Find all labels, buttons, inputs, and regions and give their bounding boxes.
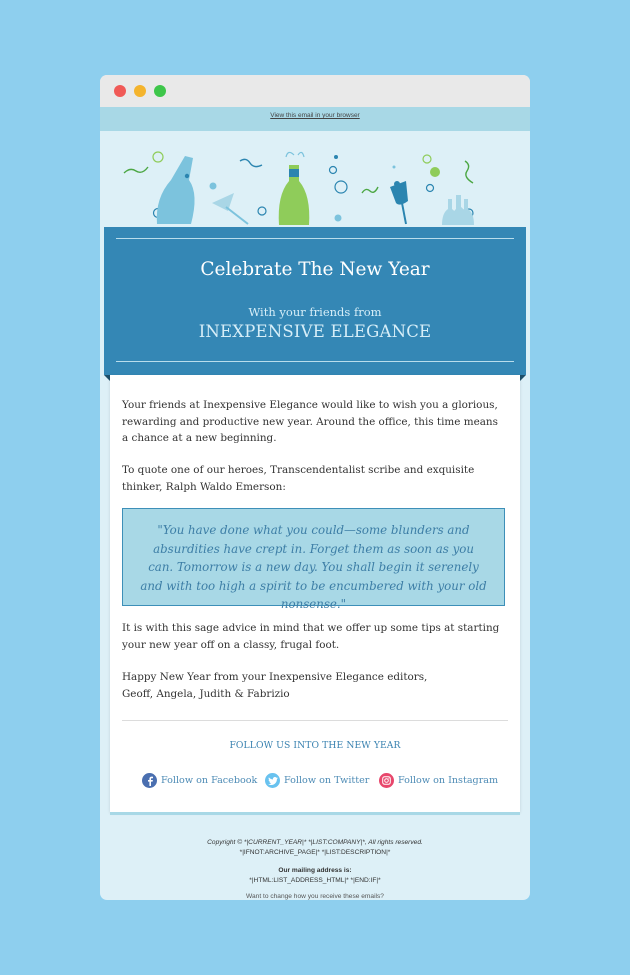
header-top-rule	[116, 238, 514, 239]
intro-paragraph: Your friends at Inexpensive Elegance would like to wish you a glorious, rewarding and productive new year. Around the office, this time means a chance at a new beginning.	[122, 399, 498, 444]
bubble-icon	[210, 183, 217, 190]
signoff-line: Happy New Year from your Inexpensive Elegance editors,	[122, 671, 428, 683]
signoff-paragraph	[122, 669, 506, 702]
bubble-icon	[423, 155, 431, 163]
champagne-glass-icon	[212, 193, 234, 211]
follow-instagram-label: Follow on Instagram	[398, 775, 499, 786]
bubble-icon	[334, 155, 338, 159]
maximize-window-button[interactable]	[154, 85, 166, 97]
confetti-squiggle-icon	[124, 167, 148, 173]
quote-text: "You have done what you could—some blunders and absurdities have crept in. Forget them as soon as you can. Tomorrow is a new day. You shall begin it serenely and with too high a spirit to be encumbered with your old nonsense."	[140, 523, 487, 611]
bubble-icon	[335, 215, 342, 222]
social-heading: FOLLOW US INTO THE NEW YEAR	[229, 740, 401, 751]
bubble-icon	[335, 181, 347, 193]
mailing-address-label: Our mailing address is:	[278, 867, 352, 874]
confetti-squiggle-icon	[362, 187, 378, 193]
bubble-icon	[330, 167, 337, 174]
view-in-browser-link[interactable]: View this email in your browser	[270, 112, 360, 119]
bubble-icon	[393, 166, 396, 169]
brand-name: INEXPENSIVE ELEGANCE	[198, 322, 432, 341]
instagram-icon	[379, 773, 394, 788]
confetti-squiggle-icon	[465, 161, 473, 183]
email-header-banner	[104, 227, 526, 375]
change-preferences-text: Want to change how you receive these emails?	[246, 893, 384, 900]
celebration-illustration	[100, 131, 530, 226]
minimize-window-button[interactable]	[134, 85, 146, 97]
header-bottom-rule	[116, 361, 514, 362]
facebook-icon	[142, 773, 157, 788]
quote-intro-paragraph: To quote one of our heroes, Transcendentalist scribe and exquisite thinker, Ralph Waldo Emerson:	[122, 464, 475, 493]
bubble-icon	[427, 185, 434, 192]
email-body	[110, 375, 520, 812]
editors-names: Geoff, Angela, Judith & Fabrizio	[122, 687, 290, 700]
body-bottom-rule	[110, 812, 520, 815]
twitter-icon	[265, 773, 280, 788]
email-window	[100, 75, 530, 900]
email-footer	[100, 838, 530, 900]
archive-description: *|IFNOT:ARCHIVE_PAGE|* *|LIST:DESCRIPTION|*	[239, 848, 391, 856]
follow-facebook-link[interactable]	[142, 773, 257, 788]
wine-glass-icon	[390, 181, 408, 205]
mailing-address: *|HTML:LIST_ADDRESS_HTML|* *|END:IF|*	[249, 876, 381, 884]
follow-twitter-label: Follow on Twitter	[284, 775, 370, 786]
bubble-icon	[430, 167, 440, 177]
close-window-button[interactable]	[114, 85, 126, 97]
ribbon-fold-right	[520, 375, 526, 381]
follow-instagram-link[interactable]	[379, 773, 498, 788]
emerson-quote-box	[122, 508, 505, 611]
champagne-bottle-icon	[157, 156, 195, 224]
email-title: Celebrate The New Year	[200, 259, 430, 280]
view-in-browser-bar	[100, 107, 530, 131]
confetti-squiggle-icon	[240, 159, 262, 166]
copyright-text: Copyright © *|CURRENT_YEAR|* *|LIST:COMPANY|*, All rights reserved.	[207, 839, 423, 846]
follow-facebook-label: Follow on Facebook	[161, 775, 258, 786]
follow-twitter-link[interactable]	[265, 773, 369, 788]
window-titlebar	[100, 75, 530, 107]
header-subtitle: With your friends from	[248, 305, 382, 319]
advice-paragraph: It is with this sage advice in mind that we offer up some tips at starting your new year off on a classy, frugal foot.	[122, 622, 500, 651]
bubble-icon	[258, 207, 266, 215]
bubble-icon	[153, 152, 163, 162]
section-divider	[122, 720, 508, 721]
